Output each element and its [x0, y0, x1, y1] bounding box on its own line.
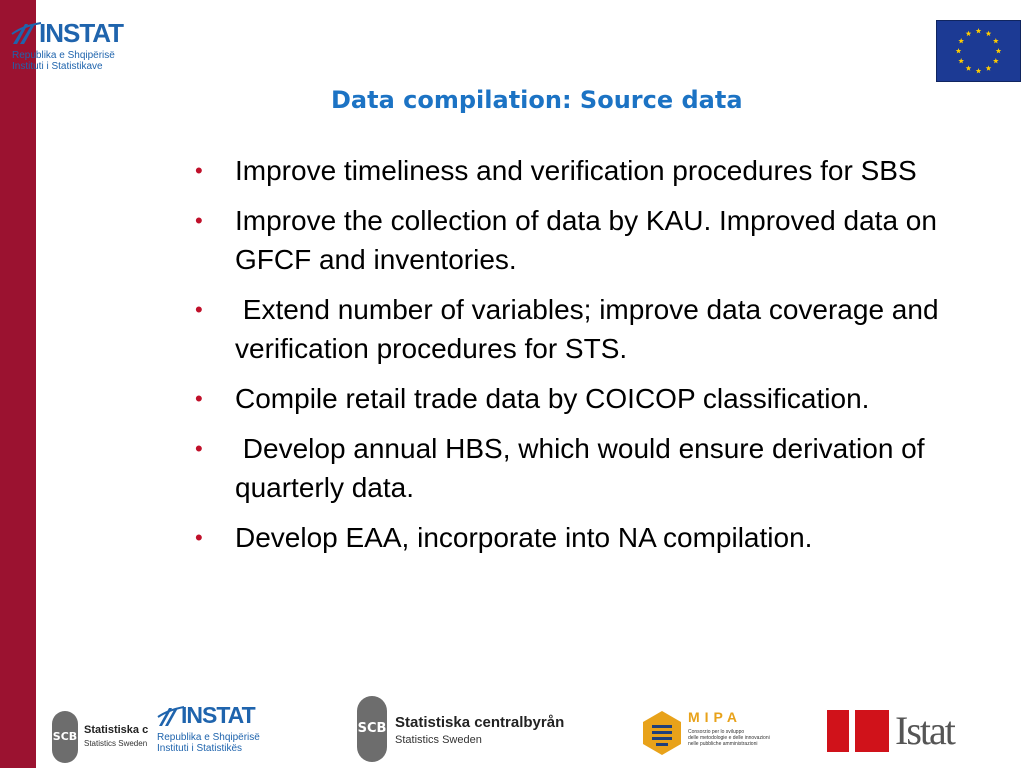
eu-star-icon	[993, 38, 999, 43]
scb-seal-icon: SCB	[52, 711, 78, 763]
instat-logo	[11, 18, 124, 76]
scb-name: Statistiska centralbyrån	[395, 714, 565, 731]
scb-seal-icon: SCB	[357, 696, 387, 762]
eu-stars	[937, 21, 1020, 81]
eu-star-icon	[996, 48, 1002, 53]
instat-subtitle-2: Instituti i Statistikës	[157, 743, 243, 754]
bullet-item	[190, 379, 1020, 418]
left-accent-stripe	[0, 0, 36, 768]
istat-logo	[825, 708, 975, 754]
eu-star-icon	[976, 68, 982, 73]
eu-star-icon	[966, 65, 972, 70]
bullet-text: Develop EAA, incorporate into NA compilation.	[235, 522, 813, 553]
instat-subtitle-2: Instituti i Statistikave	[12, 61, 103, 72]
bullet-marker: •	[195, 297, 203, 322]
bullet-marker: •	[195, 158, 203, 183]
istat-wordmark: Istat	[895, 708, 954, 753]
scb-english-name: Statistics Sweden	[395, 734, 482, 746]
bullet-item	[190, 518, 1020, 557]
mipa-name: MIPA	[688, 709, 742, 725]
bullet-list	[190, 151, 1020, 568]
eu-star-icon	[966, 31, 972, 36]
bullet-item	[190, 151, 1020, 190]
eu-star-icon	[958, 58, 964, 63]
instat-brand: INSTAT	[39, 18, 124, 48]
mipa-description	[688, 729, 770, 747]
instat-subtitle-1: Republika e Shqipërisë	[157, 732, 260, 743]
bullet-text: Improve the collection of data by KAU. Improved data on GFCF and inventories.	[235, 205, 945, 275]
bullet-text: Develop annual HBS, which would ensure derivation of quarterly data.	[235, 433, 933, 503]
mipa-desc-line: Consorzio per lo sviluppo	[688, 729, 745, 735]
slide-title: Data compilation: Source data	[331, 86, 743, 114]
mipa-hexagon-icon	[640, 709, 684, 757]
bullet-text: Improve timeliness and verification procedures for SBS	[235, 155, 917, 186]
instat-logo-footer	[157, 704, 261, 756]
scb-name: Statistiska c	[84, 724, 149, 736]
bullet-item	[190, 290, 1020, 368]
bullet-text: Extend number of variables; improve data coverage and verification procedures for STS.	[235, 294, 947, 364]
mipa-desc-line: nelle pubbliche amministrazioni	[688, 741, 758, 747]
bullet-marker: •	[195, 208, 203, 233]
istat-bar-icon	[855, 710, 889, 752]
bullet-marker: •	[195, 386, 203, 411]
eu-star-icon	[986, 31, 992, 36]
eu-star-icon	[976, 28, 982, 33]
eu-star-icon	[958, 38, 964, 43]
bullet-text: Compile retail trade data by COICOP classification.	[235, 383, 870, 414]
bullet-item	[190, 429, 1020, 507]
instat-brand: INSTAT	[181, 702, 255, 728]
bullet-marker: •	[195, 525, 203, 550]
eu-star-icon	[986, 65, 992, 70]
eu-star-icon	[993, 58, 999, 63]
bullet-item	[190, 201, 1020, 279]
scb-english-name: Statistics Sweden	[84, 739, 148, 748]
scb-logo-large	[357, 696, 565, 764]
eu-star-icon	[956, 48, 962, 53]
mipa-desc-line: delle metodologie e delle innovazioni	[688, 735, 770, 741]
mipa-logo	[640, 709, 780, 761]
scb-logo-small	[52, 711, 148, 767]
eu-flag-icon	[936, 20, 1021, 82]
instat-subtitle-1: Republika e Shqipërisë	[12, 50, 115, 61]
istat-bar-icon	[827, 710, 849, 752]
bullet-marker: •	[195, 436, 203, 461]
